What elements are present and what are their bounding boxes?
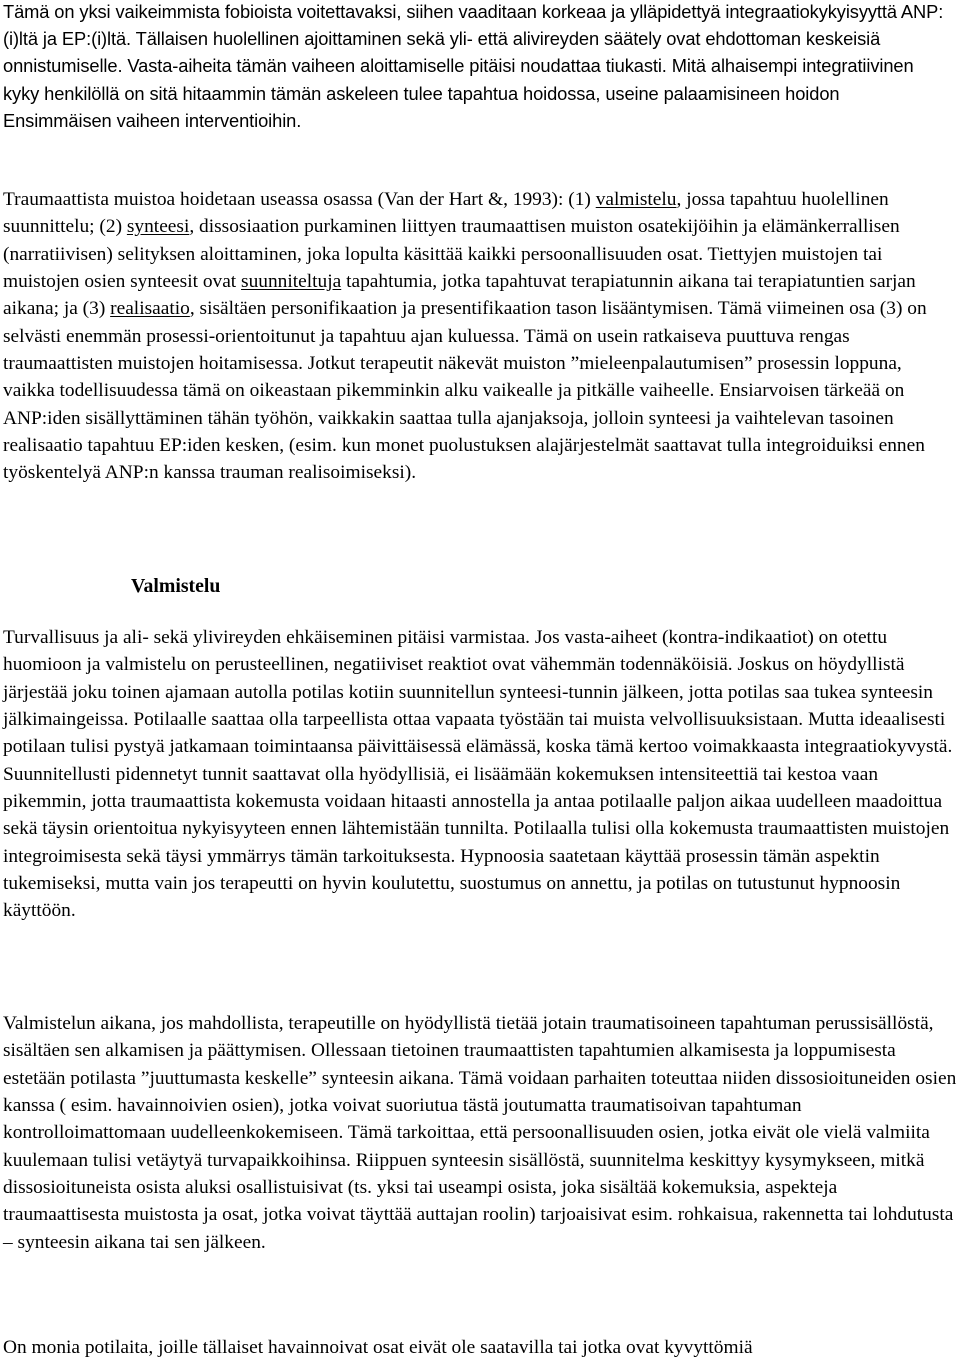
trauma-text-4: tapahtumia, jotka tapahtuvat terapiatunnin aikana tai terapiatuntien sarjan aikana; ja (3)	[3, 271, 916, 320]
term-realisaatio: realisaatio	[110, 298, 190, 320]
last-line: On monia potilaita, joille tällaiset havainnoivat osat eivät ole saatavilla tai jotka ovat kyvyttömiä	[3, 1337, 753, 1358]
term-suunniteltuja: suunniteltuja	[241, 271, 342, 293]
safety-paragraph: Turvallisuus ja ali- sekä ylivireyden ehkäiseminen pitäisi varmistaa. Jos vasta-aiheet (kontra-indikaatiot) on otettu huomioon ja valmistelu on perusteellinen, negatiiviset reaktiot ovat vähemmän todennäköisiä. Joskus on höydyllistä järjestää joku toinen ajamaan autolla potilas kotiin suunnitellun synteesi-tunnin jälkeen, jotta potilas saa tukea synteesin jälkimaingeissa. Potilaalle saattaa olla tarpeellista ottaa vapaata työstään tai muista velvollisuuksistaan. Mutta ideaalisesti potilaan tulisi pystyä jatkamaan toimintaansa päivittäisessä elämässä, koska tämä kertoo voimakkaasta integraatiokyvystä. Suunnitellusti pidennetyt tunnit saattavat olla hyödyllisiä, ei lisäämään kokemuksen intensiteettiä tai kestoa vaan pikemmin, jotta traumaattista kokemusta voidaan hitaasti annostella ja antaa potilaalle paljon aikaa uudelleen maadoittua sekä täysin orientoitua nykyisyyteen ennen lähtemistään tunnilta. Potilaalla tulisi olla kokemusta traumaattisten muistojen integroimisesta sekä täysi ymmärrys tämän tarkoituksesta. Hypnoosia saatetaan käyttää prosessin tämän aspektin tukemiseksi, mutta vain jos terapeutti on hyvin koulutettu, suostumus on annettu, ja potilas on tutustunut hypnoosin käyttöön.	[3, 627, 953, 922]
intro-text-a: Tämä on yksi vaikeimmista fobioista voitettavaksi, siihen vaaditaan korkeaa ja ylläpidettyä integraatiokykyisyyttä ANP:(i)ltä ja EP:(i)ltä. Tällaisen huolellinen ajoittaminen sekä yli- että alivireyden säätely ovat ehdottoman keskeisiä onnistumiselle. Vasta-aiheita tämän vaiheen aloittamiselle pitäisi noudattaa tiukasti.	[3, 1, 944, 77]
term-synteesi: synteesi	[126, 216, 190, 238]
trauma-text-2: , jossa tapahtuu huolellinen suunnittelu; (2)	[3, 189, 889, 238]
section-heading-valmistelu: Valmistelu	[131, 575, 221, 597]
trauma-text-5: , sisältäen personifikaation ja presentifikaation tason lisääntymisen. Tämä viimeinen osa (3) on selvästi enemmän prosessi-orientoitunut ja tapahtuu ajan kuluessa. Tämä on usein ratkaiseva puuttuva rengas traumaattisten muistojen hoitamisessa. Jotkut terapeutit näkevät muiston ”mieleenpalautumisen” prosessin loppuna, vaikka todellisuudessa tämä on oikeastaan pikemminkin alku vaikealle ja pitkälle vaiheelle. Ensiarvoisen tärkeää on ANP:iden sisällyttäminen tähän työhön, vaikkakin saattaa tulla ajanjaksoja, jolloin synteesi ja vaihtelevan tasoinen realisaatio tapahtuu EP:iden kesken, (esim. kun monet puolustuksen alajärjestelmät saattavat tulla integroiduiksi ennen työskentelyä ANP:n kanssa trauman realisoimiseksi).	[3, 298, 927, 484]
trauma-text-3: , dissosiaation purkaminen liittyen traumaattisen muiston osatekijöihin ja elämänkerrallisen (narratiivisen) selityksen aloittaminen, joka lopulta käsittää kaikki persoonallisuuden osat. Tiettyjen muistojen tai muistojen osien synteesit ovat	[3, 216, 900, 293]
preparation-paragraph: Valmistelun aikana, jos mahdollista, terapeutille on hyödyllistä tietää jotain traumatisoineen tapahtuman perussisällöstä, sisältäen sen alkamisen ja päättymisen. Ollessaan tietoinen traumaattisten tapahtumien alkamisesta ja loppumisesta estetään potilasta ”juuttumasta keskelle” synteesin aikana. Tämä voidaan parhaiten toteuttaa niiden dissosioituneiden osien kanssa ( esim. havainnoivien osien), jotka voivat suoriutua tästä joutumatta traumatisoivan tapahtuman kontrolloimattomaan uudelleenkokemiseen. Tämä tarkoittaa, että persoonallisuuden osien, jotka eivät ole vielä valmiita kuulemaan tulisi vetäytyä turvapaikkoihinsa. Riippuen synteesin sisällöstä, suunnitelma keskittyy kysymykseen, mitkä dissosioituneista osista aluksi osallistuisivat (ts. yksi tai useampi osista, joka sisältää kokemuksia, aspekteja traumaattisesta muistosta ja osat, jotka voivat täyttää auttajan roolin) tarjoaisivat esim. rohkaisua, rakennetta tai lohdutusta – synteesin aikana tai sen jälkeen.	[3, 1013, 957, 1253]
trauma-memory-paragraph	[3, 186, 958, 487]
term-valmistelu: valmistelu	[595, 189, 677, 210]
intro-text-b: Mitä alhaisempi integratiivinen kyky henkilöllä on sitä hitaammin tämän askeleen tulee tapahtua hoidossa, useine palaamisineen hoidon Ensimmäisen vaiheen interventioihin.	[3, 55, 914, 131]
trauma-text-1: Traumaattista muistoa hoidetaan useassa osassa (Van der Hart &, 1993): (1)	[3, 189, 596, 210]
intro-paragraph	[3, 0, 953, 134]
